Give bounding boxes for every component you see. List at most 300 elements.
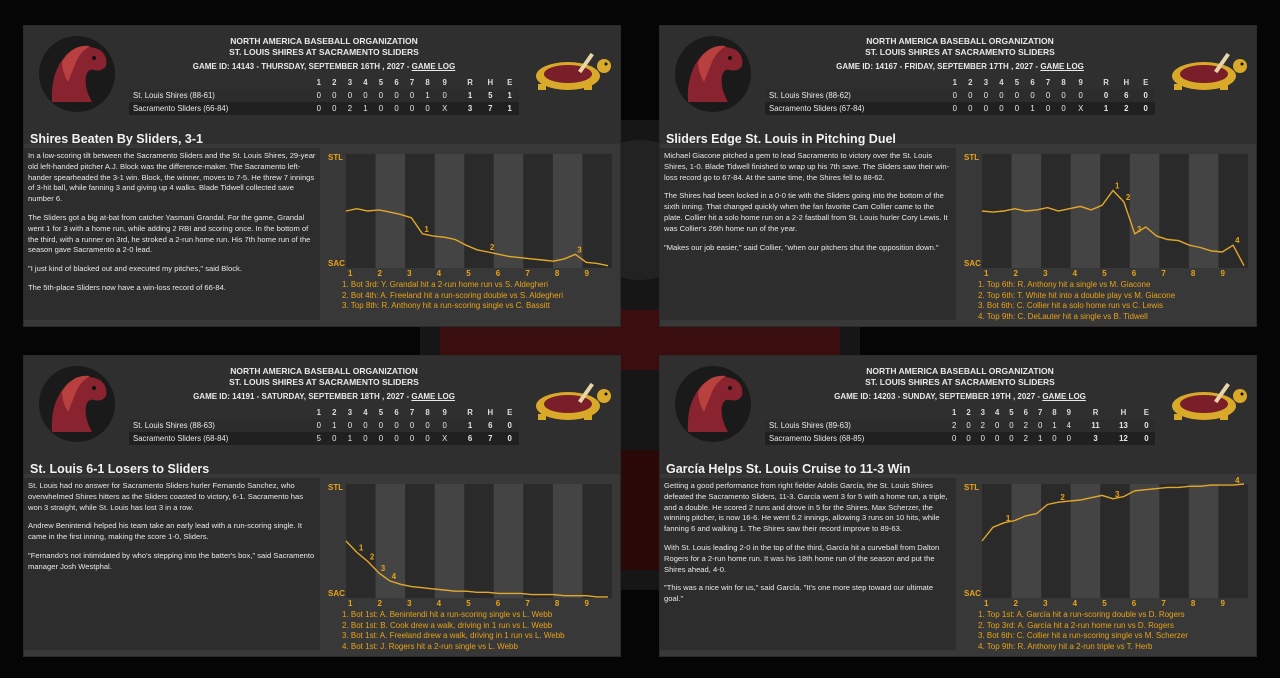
linescore-row (765, 89, 1155, 102)
inning-score: 0 (947, 102, 963, 115)
key-plays-list (342, 610, 618, 652)
inning-score: 0 (1040, 102, 1056, 115)
chart-x-tick-label: 9 (1220, 269, 1225, 278)
inning-score: 5 (311, 432, 327, 445)
story-paragraph: "Makes our job easier," said Collier, "when our pitchers shut the opposition down." (664, 242, 939, 252)
chart-x-tick-label: 2 (377, 599, 383, 608)
inning-score: 0 (342, 89, 358, 102)
chart-x-tick-label: 5 (1102, 599, 1107, 608)
runs-total: 6 (460, 432, 480, 445)
inning-header: 5 (1009, 408, 1014, 417)
game-log-link[interactable]: GAME LOG (1042, 392, 1086, 401)
inning-band (1189, 484, 1219, 598)
story-paragraph: "Fernando's not intimidated by who's stepping into the batter's box," said Sacramento manager Josh Westphal. (28, 550, 315, 571)
inning-score: 0 (1071, 89, 1090, 102)
chart-x-tick-label: 6 (495, 599, 501, 608)
key-play-item: 2. Top 6th: T. White hit into a double play vs M. Giacone (978, 290, 1176, 300)
story-body (24, 478, 320, 650)
inning-score: 1 (342, 432, 358, 445)
runs-total: 1 (1096, 102, 1116, 115)
runs-total: 3 (1082, 432, 1109, 445)
inning-score: 0 (404, 432, 420, 445)
story-headline: St. Louis 6-1 Losers to Sliders (30, 462, 210, 476)
inning-header: 8 (1061, 78, 1066, 87)
org-name: NORTH AMERICA BASEBALL ORGANIZATION (866, 366, 1054, 376)
key-play-item: 1. Top 1st: A. García hit a run-scoring double vs D. Rogers (978, 610, 1185, 619)
inning-score: 0 (373, 102, 389, 115)
inning-header: E (507, 408, 513, 417)
inning-score: 0 (389, 102, 405, 115)
linescore-table (129, 406, 519, 445)
chart-x-tick-label: 8 (1190, 269, 1196, 278)
inning-score: 2 (342, 102, 358, 115)
inning-score: 0 (311, 102, 327, 115)
inning-score: 0 (435, 89, 454, 102)
inning-score: 0 (327, 432, 343, 445)
story-paragraph: Andrew Benintendi helped his team take an early lead with a run-scoring single. It came in the first inning, making the score 1-0, Sliders. (28, 521, 302, 542)
errors-total: 0 (1138, 432, 1155, 445)
chart-play-marker: 4 (1235, 476, 1240, 486)
chart-x-tick-label: 8 (554, 599, 560, 608)
key-play-item: 1. Bot 1st: A. Benintendi hit a run-scoring single vs L. Webb (342, 610, 553, 619)
chart-x-tick-label: 7 (1161, 269, 1166, 278)
inning-score: 1 (327, 419, 343, 432)
chart-play-marker: 2 (489, 243, 495, 253)
chart-x-tick-label: 3 (1043, 269, 1048, 278)
inning-score: 0 (420, 432, 436, 445)
inning-score: 0 (342, 419, 358, 432)
game-card (660, 356, 1256, 656)
inning-header: 6 (394, 78, 399, 87)
chart-x-tick-label: 5 (1102, 269, 1107, 278)
inning-header: 7 (409, 78, 415, 87)
org-title (174, 366, 474, 388)
team-name: St. Louis Shires (89-63) (765, 419, 947, 432)
chart-top-label: STL (328, 483, 344, 492)
game-log-link[interactable]: GAME LOG (411, 392, 455, 401)
chart-x-tick-label: 4 (1072, 599, 1078, 608)
horse-logo-icon (668, 362, 758, 446)
chart-play-marker: 3 (577, 245, 582, 255)
chart-x-tick-label: 1 (348, 269, 353, 278)
inning-header: 1 (952, 78, 957, 87)
inning-score: 0 (1062, 432, 1076, 445)
chart-x-tick-label: 3 (407, 599, 412, 608)
turtle-logo-icon (1160, 48, 1252, 96)
linescore-header-row (129, 406, 519, 419)
linescore-row (765, 102, 1155, 115)
inning-score: 0 (990, 419, 1004, 432)
chart-play-marker: 1 (1005, 513, 1011, 523)
team-name: Sacramento Sliders (66-84) (129, 102, 311, 115)
horse-logo-icon (32, 362, 122, 446)
chart-play-marker: 1 (1115, 181, 1120, 191)
inning-band (376, 154, 406, 268)
inning-score: 0 (373, 432, 389, 445)
story-paragraph: "This was a nice win for us," said García. "It's one more step toward our ultimate goal." (664, 583, 934, 604)
matchup-title: ST. LOUIS SHIRES AT SACRAMENTO SLIDERS (865, 377, 1055, 387)
inning-score: 0 (389, 89, 405, 102)
story-headline: Sliders Edge St. Louis in Pitching Duel (666, 132, 896, 146)
inning-header: 9 (442, 78, 447, 87)
inning-band (1130, 484, 1160, 598)
linescore-table (129, 76, 519, 115)
org-title (810, 36, 1110, 58)
key-play-item: 1. Bot 3rd: Y. Grandal hit a 2-run home run vs S. Aldegheri (342, 280, 549, 289)
chart-top-label: STL (964, 153, 980, 162)
chart-x-tick-label: 9 (1220, 599, 1225, 608)
inning-header: 6 (1023, 408, 1028, 417)
inning-header: H (487, 408, 494, 417)
inning-score: 0 (978, 102, 994, 115)
hits-total: 6 (480, 419, 500, 432)
inning-score: 0 (990, 432, 1004, 445)
chart-x-tick-label: 4 (1072, 269, 1078, 278)
inning-header: 2 (966, 408, 971, 417)
inning-score: 1 (1033, 432, 1047, 445)
chart-play-marker: 4 (1235, 236, 1240, 246)
inning-header: 1 (316, 408, 321, 417)
inning-band (1071, 154, 1101, 268)
turtle-logo-icon (1160, 378, 1252, 426)
inning-score: 0 (1056, 102, 1072, 115)
inning-band (494, 484, 524, 598)
inning-score: 0 (1004, 419, 1018, 432)
org-name: NORTH AMERICA BASEBALL ORGANIZATION (230, 36, 418, 46)
inning-header: 5 (378, 408, 384, 417)
linescore-table (765, 76, 1155, 115)
chart-bottom-label: SAC (964, 589, 981, 598)
inning-header: 2 (968, 78, 973, 87)
inning-score: 0 (327, 89, 343, 102)
inning-score: 0 (311, 419, 327, 432)
chart-x-tick-label: 9 (584, 599, 589, 608)
inning-score: 0 (978, 89, 994, 102)
linescore-row (129, 89, 519, 102)
chart-bottom-label: SAC (328, 259, 345, 268)
game-id-text: GAME ID: 14191 - SATURDAY, SEPTEMBER 18TH , 2027 - (193, 392, 410, 401)
inning-header: 3 (983, 78, 989, 87)
story-paragraph: The Shires had been locked in a 0-0 tie with the Sliders going into the bottom of the sixth inning. That changed quickly when the fan favorite Cam Collier came to the plate. Collier hit a solo home run on a 2-2 fastball from St. Louis hurler Cory Lewis. It was Collier's 26th home run of the year. (664, 191, 948, 233)
story-headline: Shires Beaten By Sliders, 3-1 (30, 132, 203, 146)
inning-header: R (1103, 78, 1109, 87)
inning-header: E (507, 78, 513, 87)
inning-header: 8 (425, 78, 430, 87)
story-paragraph: Getting a good performance from right fielder Adolis García, the St. Louis Shires defeated the Sacramento Sliders, 11-3. García went 3 for 5 with a home run, a triple, and a double. He scored 2 runs and drove in 5 for the Shires. Max Scherzer, the winning pitcher, is now 16-6. He went 6.2 innings, allowing 3 runs on 10 hits, while fanning 6 and walking 1. The Shires saw their record improve to 89-63. (664, 481, 948, 534)
key-play-item: 4. Top 9th: C. DeLauter hit a single vs B. Tidwell (978, 311, 1148, 321)
story-paragraph: St. Louis had no answer for Sacramento Sliders hurler Fernando Sanchez, who overwhelmed Shires hitters as the Sliders coasted to victory, 6-1. Sacramento has won 3 straight, while St. Louis has lost 3 in a row. (28, 481, 304, 512)
game-log-link[interactable]: GAME LOG (1040, 62, 1084, 71)
key-play-item: 2. Top 3rd: A. García hit a 2-run home run vs D. Rogers (978, 620, 1174, 630)
inning-header: 1 (316, 78, 321, 87)
chart-x-tick-label: 7 (525, 269, 530, 278)
linescore-header-row (765, 76, 1155, 89)
key-play-item: 3. Bot 6th: C. Collier hit a solo home run vs C. Lewis (978, 301, 1163, 311)
inning-score: 0 (358, 432, 374, 445)
hits-total: 7 (480, 102, 500, 115)
story-paragraph: In a low-scoring tilt between the Sacramento Sliders and the St. Louis Shires, 29-year old left-handed pitcher A.J. Block was the difference-maker. The Sacramento left-hander spearheaded the 3-1 win. Block, the winner, moves to 7-5. He threw 7 innings of 3-hit ball, while fanning 3 and giving up 4 walks. Blade Tidwell collected save number 6. (28, 151, 316, 204)
turtle-logo-icon (524, 378, 616, 426)
inning-score: 0 (994, 89, 1010, 102)
org-name: NORTH AMERICA BASEBALL ORGANIZATION (230, 366, 418, 376)
inning-band (435, 484, 465, 598)
inning-band (435, 154, 465, 268)
chart-bottom-label: SAC (964, 259, 981, 268)
inning-header: 4 (363, 78, 368, 87)
story-paragraph: The 5th-place Sliders now have a win-loss record of 66-84. (28, 282, 226, 292)
key-play-item: 1. Top 6th: R. Anthony hit a single vs M. Giacone (978, 280, 1151, 289)
chart-top-label: STL (328, 153, 344, 162)
horse-logo-icon (668, 32, 758, 116)
inning-score: 2 (1019, 432, 1033, 445)
inning-score: 0 (420, 419, 436, 432)
inning-header: 3 (347, 78, 353, 87)
chart-play-marker: 2 (369, 552, 375, 562)
inning-header: E (1143, 78, 1149, 87)
inning-band (1130, 154, 1160, 268)
inning-header: 4 (994, 408, 1000, 417)
runs-total: 11 (1082, 419, 1109, 432)
chart-play-marker: 1 (424, 224, 429, 234)
inning-header: 7 (409, 408, 415, 417)
chart-x-tick-label: 7 (1161, 599, 1166, 608)
linescore-row (765, 432, 1155, 445)
key-play-item: 3. Bot 1st: A. Freeland drew a walk, driving in 1 run vs L. Webb (342, 631, 565, 641)
inning-score: 0 (373, 89, 389, 102)
chart-x-tick-label: 5 (466, 599, 471, 608)
runs-total: 0 (1096, 89, 1116, 102)
errors-total: 0 (1136, 89, 1155, 102)
inning-score: 0 (976, 432, 990, 445)
linescore-row (129, 432, 519, 445)
game-id-text: GAME ID: 14203 - SUNDAY, SEPTEMBER 19TH , 2027 - (834, 392, 1041, 401)
story-paragraph: The Sliders got a big at-bat from catcher Yasmani Grandal. For the game, Grandal went 1 for 3 with a home run, while adding 2 RBI and scoring once. In the bottom of the third, with a runner on 3rd, he stroked a 2-run home run. His 7th home run of the season gave Sacramento a 2-0 lead. (28, 212, 311, 255)
chart-play-marker: 2 (1125, 192, 1131, 202)
inning-score: 1 (420, 89, 436, 102)
org-title (810, 366, 1110, 388)
chart-play-marker: 2 (1060, 493, 1065, 503)
chart-x-tick-label: 5 (466, 269, 471, 278)
inning-band (553, 484, 583, 598)
chart-x-tick-label: 6 (1131, 599, 1137, 608)
story-body (660, 148, 956, 320)
linescore-row (129, 419, 519, 432)
win-probability-chart (326, 142, 616, 282)
key-play-item: 4. Bot 1st: J. Rogers hit a 2-run single vs L. Webb (342, 641, 518, 651)
inning-score: 0 (1056, 89, 1072, 102)
key-play-item: 2. Bot 1st: B. Cook drew a walk, driving in 1 run vs L. Webb (342, 620, 553, 630)
game-id-text: GAME ID: 14167 - FRIDAY, SEPTEMBER 17TH , 2027 - (836, 62, 1039, 71)
key-plays-list (978, 280, 1254, 322)
game-id-line (760, 62, 1160, 71)
errors-total: 1 (500, 102, 519, 115)
hits-total: 5 (480, 89, 500, 102)
inning-score: 0 (404, 102, 420, 115)
game-log-link[interactable]: GAME LOG (411, 62, 456, 71)
chart-x-tick-label: 7 (525, 599, 530, 608)
game-card (24, 26, 620, 326)
inning-header: R (467, 78, 473, 87)
inning-header: 6 (394, 408, 399, 417)
inning-score: 0 (420, 102, 436, 115)
inning-score: 0 (994, 102, 1010, 115)
chart-x-tick-label: 1 (984, 599, 989, 608)
hits-total: 2 (1116, 102, 1136, 115)
org-name: NORTH AMERICA BASEBALL ORGANIZATION (866, 36, 1054, 46)
win-probability-chart (962, 142, 1252, 282)
chart-x-tick-label: 2 (377, 269, 383, 278)
inning-score: 0 (963, 89, 979, 102)
turtle-logo-icon (524, 48, 616, 96)
inning-score: X (435, 102, 454, 115)
errors-total: 0 (500, 432, 519, 445)
linescore-row (129, 102, 519, 115)
chart-x-tick-label: 4 (436, 599, 442, 608)
inning-header: 6 (1030, 78, 1035, 87)
inning-score: 0 (1025, 89, 1041, 102)
runs-total: 1 (460, 89, 480, 102)
inning-header: 1 (951, 408, 957, 417)
key-play-item: 3. Top 8th: R. Anthony hit a run-scoring single vs C. Bassitt (342, 301, 550, 311)
inning-score: 0 (961, 419, 975, 432)
story-paragraph: Michael Giacone pitched a gem to lead Sacramento to victory over the St. Louis Shires, 1-0. Blade Tidwell finished to wrap up his 7th save. The Sliders saw their win-loss record go to 67-84. At the same time, the Shires fell to 88-62. (664, 151, 950, 182)
inning-score: 0 (1009, 102, 1025, 115)
inning-score: X (1071, 102, 1090, 115)
chart-play-marker: 3 (1136, 224, 1142, 234)
runs-total: 3 (460, 102, 480, 115)
inning-header: 2 (332, 408, 337, 417)
horse-logo-icon (32, 32, 122, 116)
chart-play-marker: 3 (380, 563, 386, 573)
team-name: Sacramento Sliders (68-85) (765, 432, 947, 445)
errors-total: 0 (1138, 419, 1155, 432)
runs-total: 1 (460, 419, 480, 432)
inning-header: 4 (999, 78, 1004, 87)
game-id-line (124, 392, 524, 401)
chart-x-tick-label: 3 (407, 269, 412, 278)
errors-total: 0 (500, 419, 519, 432)
inning-header: 7 (1045, 78, 1051, 87)
chart-x-tick-label: 8 (1190, 599, 1196, 608)
chart-play-marker: 1 (358, 543, 364, 553)
inning-header: H (1120, 408, 1127, 417)
game-id-line (760, 392, 1160, 401)
chart-bottom-label: SAC (328, 589, 345, 598)
inning-score: 0 (311, 89, 327, 102)
inning-header: R (467, 408, 473, 417)
inning-score: 0 (963, 102, 979, 115)
team-name: St. Louis Shires (88-61) (129, 89, 311, 102)
inning-header: 3 (347, 408, 353, 417)
team-name: Sacramento Sliders (67-84) (765, 102, 947, 115)
inning-score: 1 (358, 102, 374, 115)
inning-score: 0 (389, 432, 405, 445)
inning-header: 4 (363, 408, 368, 417)
team-name: St. Louis Shires (88-62) (765, 89, 947, 102)
inning-score: 0 (947, 432, 961, 445)
errors-total: 1 (500, 89, 519, 102)
story-body (660, 478, 956, 650)
inning-score: 1 (1047, 419, 1061, 432)
story-paragraph: With St. Louis leading 2-0 in the top of the third, García hit a curveball from Dalton Rogers for a 2-run home run. It was his 18th home run of the season and put the Shires ahead, 4-0. (664, 542, 940, 574)
inning-header: 5 (1014, 78, 1020, 87)
inning-score: 1 (1025, 102, 1041, 115)
inning-header: E (1143, 408, 1149, 417)
inning-header: 9 (442, 408, 447, 417)
hits-total: 12 (1109, 432, 1138, 445)
chart-x-tick-label: 6 (1131, 269, 1137, 278)
inning-score: 0 (358, 89, 374, 102)
key-play-item: 4. Top 9th: R. Anthony hit a 2-run triple vs T. Herb (978, 641, 1153, 651)
chart-x-tick-label: 2 (1013, 269, 1019, 278)
inning-header: H (1123, 78, 1130, 87)
matchup-title: ST. LOUIS SHIRES AT SACRAMENTO SLIDERS (229, 47, 419, 57)
chart-play-marker: 3 (1115, 489, 1120, 499)
inning-score: 0 (1004, 432, 1018, 445)
errors-total: 0 (1136, 102, 1155, 115)
game-card (660, 26, 1256, 326)
inning-header: 2 (332, 78, 337, 87)
inning-header: H (487, 78, 494, 87)
story-headline: García Helps St. Louis Cruise to 11-3 Win (666, 462, 911, 476)
win-probability-chart (962, 472, 1252, 612)
inning-score: 2 (1019, 419, 1033, 432)
linescore-header-row (129, 76, 519, 89)
team-name: Sacramento Sliders (68-84) (129, 432, 311, 445)
chart-x-tick-label: 9 (584, 269, 589, 278)
hits-total: 6 (1116, 89, 1136, 102)
key-play-item: 2. Bot 4th: A. Freeland hit a run-scoring double vs S. Aldegheri (342, 290, 564, 300)
linescore-row (765, 419, 1155, 432)
inning-score: 2 (976, 419, 990, 432)
inning-score: 0 (404, 89, 420, 102)
inning-score: 0 (1033, 419, 1047, 432)
inning-score: 0 (1047, 432, 1061, 445)
inning-score: 0 (389, 419, 405, 432)
game-id-text: GAME ID: 14143 - THURSDAY, SEPTEMBER 16TH , 2027 - (192, 62, 410, 71)
org-title (174, 36, 474, 58)
hits-total: 13 (1109, 419, 1138, 432)
inning-band (494, 154, 524, 268)
hits-total: 7 (480, 432, 500, 445)
inning-header: 7 (1037, 408, 1043, 417)
inning-score: 0 (961, 432, 975, 445)
team-name: St. Louis Shires (88-63) (129, 419, 311, 432)
chart-x-tick-label: 3 (1043, 599, 1048, 608)
inning-score: 0 (1009, 89, 1025, 102)
chart-x-tick-label: 4 (436, 269, 442, 278)
inning-score: 0 (358, 419, 374, 432)
inning-band (1012, 484, 1042, 598)
key-plays-list (342, 280, 618, 312)
linescore-header-row (765, 406, 1155, 419)
inning-header: 8 (1052, 408, 1057, 417)
chart-play-marker: 4 (391, 571, 397, 581)
inning-score: 0 (1040, 89, 1056, 102)
game-card (24, 356, 620, 656)
inning-score: 4 (1062, 419, 1076, 432)
matchup-title: ST. LOUIS SHIRES AT SACRAMENTO SLIDERS (865, 47, 1055, 57)
inning-header: 9 (1066, 408, 1071, 417)
chart-top-label: STL (964, 483, 980, 492)
chart-x-tick-label: 6 (495, 269, 501, 278)
game-id-line (124, 62, 524, 71)
inning-score: 0 (327, 102, 343, 115)
chart-x-tick-label: 2 (1013, 599, 1019, 608)
matchup-title: ST. LOUIS SHIRES AT SACRAMENTO SLIDERS (229, 377, 419, 387)
inning-score: 0 (404, 419, 420, 432)
inning-header: 3 (980, 408, 985, 417)
